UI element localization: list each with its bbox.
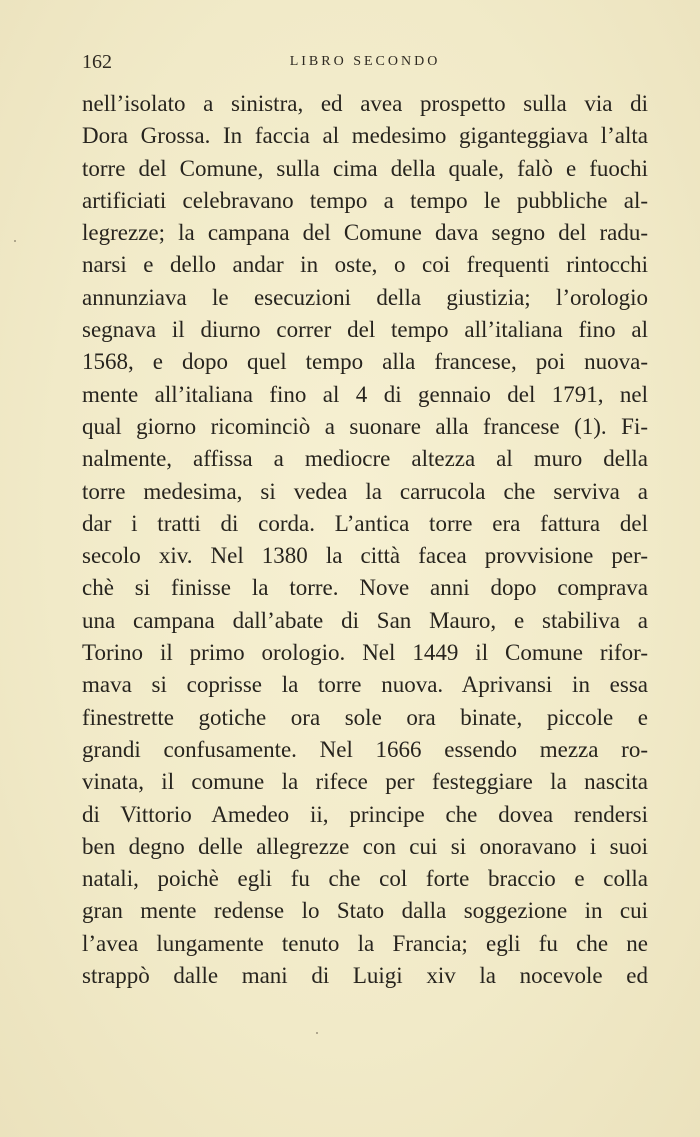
text-line: vinata, il comune la rifece per festeggiare la nascita — [82, 769, 648, 795]
text-line: segnava il diurno correr del tempo all’italiana fino al — [82, 317, 648, 343]
text-line: nell’isolato a sinistra, ed avea prospetto sulla via di — [82, 91, 648, 116]
paper-speck — [14, 240, 16, 242]
text-line: torre del Comune, sulla cima della quale, falò e fuochi — [82, 155, 648, 181]
text-line: finestrette gotiche ora sole ora binate, piccole e — [82, 704, 648, 730]
text-line: narsi e dello andar in oste, o coi frequenti rintocchi — [82, 252, 648, 278]
text-line: legrezze; la campana del Comune dava segno del radu- — [82, 220, 648, 246]
text-line: torre medesima, si vedea la carrucola che serviva a — [82, 478, 648, 504]
text-line: mente all’italiana fino al 4 di gennaio del 1791, nel — [82, 381, 648, 407]
text-line: chè si finisse la torre. Nove anni dopo comprava — [82, 575, 648, 601]
text-line: strappò dalle mani di Luigi xiv la nocevole ed — [82, 963, 648, 989]
text-line: nalmente, affissa a mediocre altezza al muro della — [82, 446, 648, 472]
running-head — [82, 50, 648, 74]
text-line: ben degno delle allegrezze con cui si onoravano i suoi — [82, 833, 648, 859]
text-line: Dora Grossa. In faccia al medesimo giganteggiava l’alta — [82, 123, 648, 149]
page-number: 162 — [82, 51, 112, 73]
text-line: mava si coprisse la torre nuova. Aprivansi in essa — [82, 672, 648, 698]
text-line: l’avea lungamente tenuto la Francia; egli fu che ne — [82, 930, 648, 956]
text-line: di Vittorio Amedeo ii, principe che dovea rendersi — [82, 801, 648, 827]
text-line: natali, poichè egli fu che col forte braccio e colla — [82, 866, 648, 892]
text-line: grandi confusamente. Nel 1666 essendo mezza ro- — [82, 736, 648, 762]
text-line: una campana dall’abate di San Mauro, e stabiliva a — [82, 607, 648, 633]
text-line: artificiati celebravano tempo a tempo le pubbliche al- — [82, 187, 648, 213]
paper-speck — [316, 1032, 318, 1034]
text-line: 1568, e dopo quel tempo alla francese, poi nuova- — [82, 349, 648, 375]
text-line: Torino il primo orologio. Nel 1449 il Comune rifor- — [82, 640, 648, 666]
book-title: LIBRO SECONDO — [289, 54, 441, 69]
text-line: dar i tratti di corda. L’antica torre era fattura del — [82, 510, 648, 536]
text-line: secolo xiv. Nel 1380 la città facea provvisione per- — [82, 543, 648, 569]
text-line: gran mente redense lo Stato dalla soggezione in cui — [82, 898, 648, 924]
text-line: qual giorno ricominciò a suonare alla francese (1). Fi- — [82, 413, 648, 439]
text-line: annunziava le esecuzioni della giustizia; l’orologio — [82, 284, 648, 310]
body-text — [82, 88, 648, 992]
